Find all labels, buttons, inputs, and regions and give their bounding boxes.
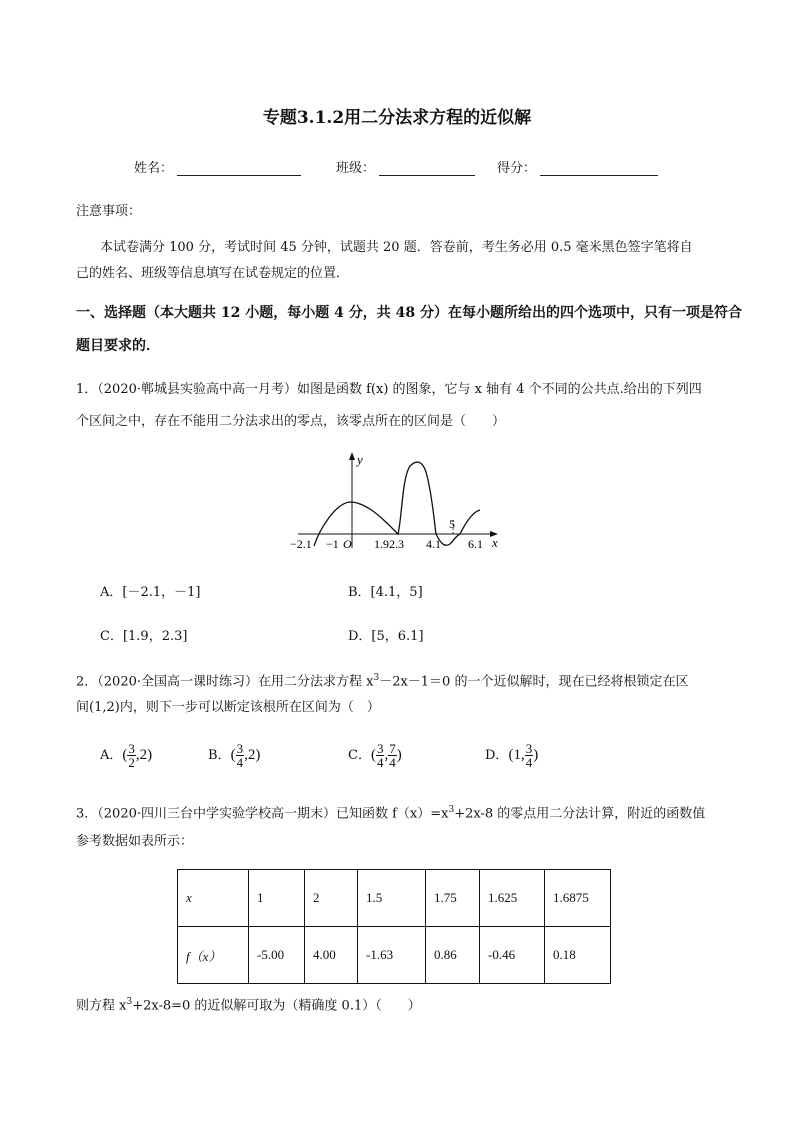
q1-option-c[interactable]: C．[1.9，2.3] (100, 629, 188, 644)
denominator: 4 (389, 755, 396, 770)
tick-label: −1 (326, 537, 339, 551)
q1-function-graph (286, 448, 508, 554)
table-cell: 1.5 (358, 870, 426, 927)
notice-heading: 注意事项： (76, 204, 142, 219)
table-cell: 1 (249, 870, 305, 927)
numerator: 3 (376, 741, 384, 756)
q2-line-1-post: －2x－1＝0 的一个近似解时，现在已经将根锁定在区 (379, 674, 689, 690)
name-label: 姓名： (134, 161, 174, 176)
page-title: 专题3.1.2用二分法求方程的近似解 (262, 108, 532, 128)
option-label: A． (100, 748, 123, 763)
score-field[interactable] (497, 157, 658, 176)
table-cell: 1.75 (426, 870, 480, 927)
table-cell: -0.46 (480, 927, 545, 984)
class-blank[interactable] (379, 161, 475, 176)
q2-line-1 (76, 668, 688, 692)
denominator: 2 (128, 755, 135, 770)
q1-option-b[interactable]: B．[4.1，5] (348, 585, 423, 600)
table-cell: -5.00 (249, 927, 305, 984)
score-blank[interactable] (540, 161, 658, 176)
denominator: 4 (236, 755, 244, 770)
tick-label: 6.1 (468, 537, 483, 551)
q3-line-2: 参考数据如表所示： (76, 834, 194, 849)
denominator: 4 (525, 755, 533, 770)
q2-option-c[interactable]: C．( $\frac{3}{4}$ , $\frac{7}{4}$ ) (348, 741, 402, 770)
table-cell: 1.625 (480, 870, 545, 927)
q3-value-table (177, 869, 611, 984)
interval-end: 2 (139, 747, 148, 763)
score-label: 得分： (497, 161, 537, 176)
tick-label-5: 5 (449, 517, 455, 531)
x-axis-label: x (492, 535, 498, 550)
fraction (525, 742, 534, 769)
y-axis-label: y (357, 452, 363, 467)
q2-line-1-pre: 2．（2020·全国高一课时练习）在用二分法求方程 x (76, 674, 374, 690)
interval-start: 1, (513, 747, 525, 763)
table-cell: 1.6875 (545, 870, 611, 927)
fraction (236, 742, 245, 769)
function-curve (314, 462, 480, 546)
y-axis-arrow-icon (349, 452, 355, 460)
tick-label: −2.1 (290, 537, 312, 551)
class-label: 班级： (336, 161, 376, 176)
q3-after-post: +2x-8=0 的近似解可取为（精确度 0.1）（ ） (132, 998, 421, 1014)
numerator: 3 (525, 741, 533, 756)
table-cell: f（x） (178, 927, 249, 984)
q2-line-2: 间(1,2)内，则下一步可以断定该根所在区间为（ ） (76, 700, 380, 715)
q2-option-b[interactable]: B．( $\frac{3}{4}$ ,2) (208, 741, 261, 770)
q2-option-a[interactable]: A．( $\frac{3}{2}$ ,2) (100, 741, 153, 770)
table-cell: 0.18 (545, 927, 611, 984)
name-field[interactable] (134, 157, 301, 176)
table-cell: 4.00 (305, 927, 358, 984)
notice-line-2: 己的姓名、班级等信息填写在试卷规定的位置． (76, 266, 350, 281)
q3-after-pre: 则方程 x (76, 998, 127, 1014)
table-row (178, 870, 611, 927)
interval-end: 2 (247, 747, 256, 763)
option-label: B． (208, 748, 231, 763)
q1-line-1: 1．（2020·郸城县实验高中高一月考）如图是函数 f(x) 的图象，它与 x 轴有 4 个不同的公共点.给出的下列四 (76, 382, 702, 397)
tick-label: 1.92.3 (374, 537, 404, 551)
name-blank[interactable] (177, 161, 301, 176)
numerator: 3 (236, 741, 244, 756)
class-field[interactable] (336, 157, 475, 176)
denominator: 4 (376, 755, 384, 770)
numerator: 3 (128, 741, 135, 756)
q2-option-d[interactable]: D．(1, $\frac{3}{4}$ ) (485, 741, 539, 770)
table-cell: x (178, 870, 249, 927)
q3-exponent: 3 (448, 805, 455, 815)
table-row (178, 927, 611, 984)
table-cell: 2 (305, 870, 358, 927)
q3-line-1-post: +2x-8 的零点用二分法计算，附近的函数值 (454, 806, 706, 822)
origin-label: O (343, 537, 352, 551)
q1-option-d[interactable]: D．[5，6.1] (348, 629, 424, 644)
option-label: D． (485, 748, 509, 763)
section-heading-1: 一、选择题（本大题共 12 小题，每小题 4 分，共 48 分）在每小题所给出的四个选项中，只有一项是符合 (76, 305, 742, 321)
q2-exponent: 3 (373, 673, 380, 683)
tick-label: 4.1 (426, 537, 441, 551)
q3-after-exponent: 3 (126, 997, 133, 1007)
notice-line-1: 本试卷满分 100 分，考试时间 45 分钟，试题共 20 题．答卷前，考生务必用 0.5 毫米黑色签字笔将自 (100, 240, 693, 255)
q1-option-a[interactable]: A．[－2.1，－1] (100, 585, 201, 600)
fraction (388, 742, 397, 769)
section-heading-2: 题目要求的． (76, 338, 160, 354)
table-cell: -1.63 (358, 927, 426, 984)
q3-line-1-pre: 3．（2020·四川三台中学实验学校高一期末）已知函数 f（x）=x (76, 806, 449, 822)
table-cell: 0.86 (426, 927, 480, 984)
numerator: 7 (389, 741, 396, 756)
q3-after-table (76, 992, 421, 1016)
q3-line-1 (76, 800, 705, 824)
option-label: C． (348, 748, 371, 763)
q1-line-2: 个区间之中，存在不能用二分法求出的零点，该零点所在的区间是（ ） (76, 414, 506, 429)
fraction (127, 742, 136, 769)
